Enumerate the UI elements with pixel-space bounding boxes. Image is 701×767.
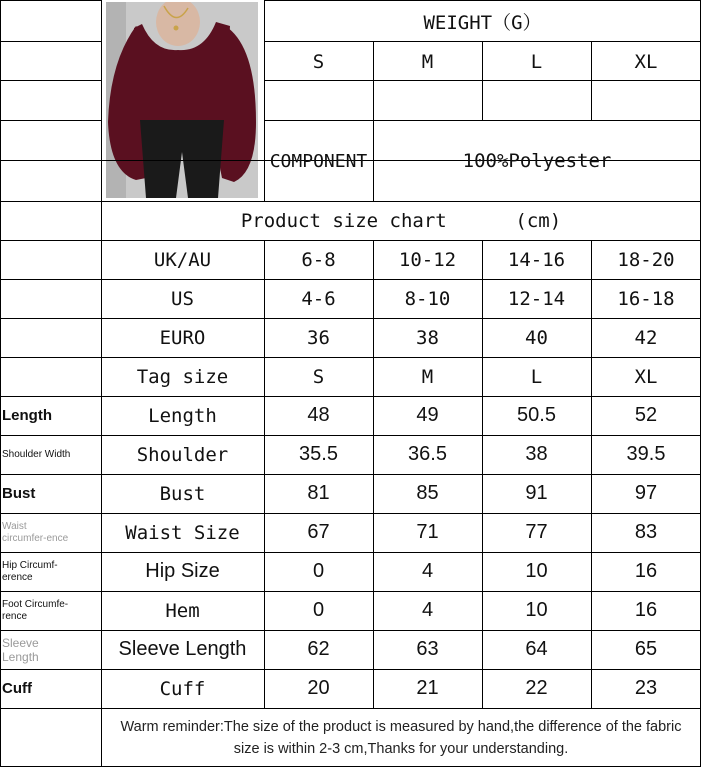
row-value: 81 (307, 482, 330, 504)
row-value: 63 (416, 638, 439, 660)
row-value: 42 (634, 326, 658, 349)
row-label: UK/AU (153, 248, 212, 271)
row-value: S (312, 365, 325, 388)
row-value: 83 (634, 521, 658, 543)
row-label: Hem (165, 599, 200, 622)
side-label-cell (0, 513, 101, 552)
chart-title: Product size chart (cm) (240, 209, 562, 232)
row-value: 49 (416, 404, 439, 426)
row-label: Bust (159, 482, 206, 505)
grid-hline (0, 120, 101, 121)
row-value: M (421, 365, 434, 388)
row-value: 10 (525, 560, 548, 582)
side-label: Sleeve Length (2, 636, 74, 664)
product-illustration (106, 2, 258, 198)
row-value: 16-18 (617, 287, 675, 310)
row-label: Waist Size (125, 521, 240, 544)
side-label-cell (0, 630, 101, 669)
weight-size-m: M (421, 51, 434, 73)
row-value: 35.5 (299, 443, 338, 465)
row-value: 67 (307, 521, 330, 543)
side-label-cell (0, 591, 101, 630)
row-label: Tag size (136, 365, 229, 388)
weight-size-l: L (530, 51, 543, 73)
row-value: 77 (525, 521, 548, 543)
row-value: 85 (416, 482, 439, 504)
row-value: 38 (416, 326, 439, 349)
side-label: Cuff (2, 681, 74, 697)
row-value: 14-16 (507, 248, 566, 271)
grid-hline (0, 160, 101, 161)
side-label: Length (2, 408, 74, 424)
row-label: EURO (159, 326, 206, 349)
side-label: Waist circumfer-ence (2, 521, 72, 545)
side-label: Foot Circumfe-rence (2, 599, 72, 623)
row-label: Shoulder (136, 443, 229, 466)
weight-header: WEIGHT（G） (423, 11, 542, 34)
side-label-cell (0, 552, 101, 591)
row-label: Length (148, 404, 217, 427)
row-label: Hip Size (145, 560, 220, 582)
side-label-cell (0, 474, 101, 513)
row-value: 10 (525, 599, 548, 621)
row-value: 4-6 (301, 287, 336, 310)
row-value: 16 (634, 560, 658, 582)
side-label-cell (0, 435, 101, 474)
row-value: 40 (525, 326, 548, 349)
row-value: L (530, 365, 543, 388)
row-value: 36.5 (408, 443, 447, 465)
row-value: 0 (312, 560, 325, 582)
row-label: US (171, 287, 194, 310)
row-value: 39.5 (626, 443, 666, 465)
side-label: Shoulder Width (2, 448, 71, 460)
side-label: Bust (2, 486, 74, 502)
row-value: 16 (634, 599, 658, 621)
row-value: 4 (421, 560, 434, 582)
row-value: 22 (525, 677, 548, 699)
weight-size-s: S (312, 51, 325, 73)
row-value: 65 (634, 638, 658, 660)
row-value: 18-20 (617, 248, 675, 271)
row-label: Cuff (159, 677, 206, 700)
row-value: 91 (525, 482, 548, 504)
row-value: 97 (634, 482, 658, 504)
row-value: 10-12 (398, 248, 457, 271)
component-value: 100%Polyester (462, 150, 612, 172)
product-photo (106, 2, 258, 198)
row-value: 0 (312, 599, 325, 621)
weight-size-xl: XL (634, 51, 658, 73)
grid-hline (0, 41, 101, 42)
row-value: 36 (307, 326, 330, 349)
row-label: Sleeve Length (118, 638, 247, 660)
row-value: 38 (525, 443, 548, 465)
side-label-cell (0, 669, 101, 708)
row-value: 12-14 (507, 287, 566, 310)
row-value: 50.5 (517, 404, 556, 426)
warm-reminder-note: Warm reminder:The size of the product is measured by hand,the difference of the fabric size is within 2-3 cm,Thanks for your understanding. (120, 718, 682, 757)
row-value: 6-8 (301, 248, 336, 271)
side-label: Hip Circumf-erence (2, 560, 72, 584)
grid-hline (0, 0, 101, 1)
row-value: 21 (416, 677, 439, 699)
component-label: COMPONENT (269, 150, 368, 172)
row-value: 48 (307, 404, 330, 426)
row-value: 8-10 (404, 287, 451, 310)
row-value: 23 (634, 677, 658, 699)
grid-hline (0, 80, 101, 81)
side-label-cell (0, 396, 101, 435)
row-value: 64 (525, 638, 548, 660)
row-value: 20 (307, 677, 330, 699)
row-value: XL (634, 365, 658, 388)
row-value: 62 (307, 638, 330, 660)
row-value: 4 (421, 599, 434, 621)
row-value: 71 (416, 521, 439, 543)
row-value: 52 (634, 404, 658, 426)
